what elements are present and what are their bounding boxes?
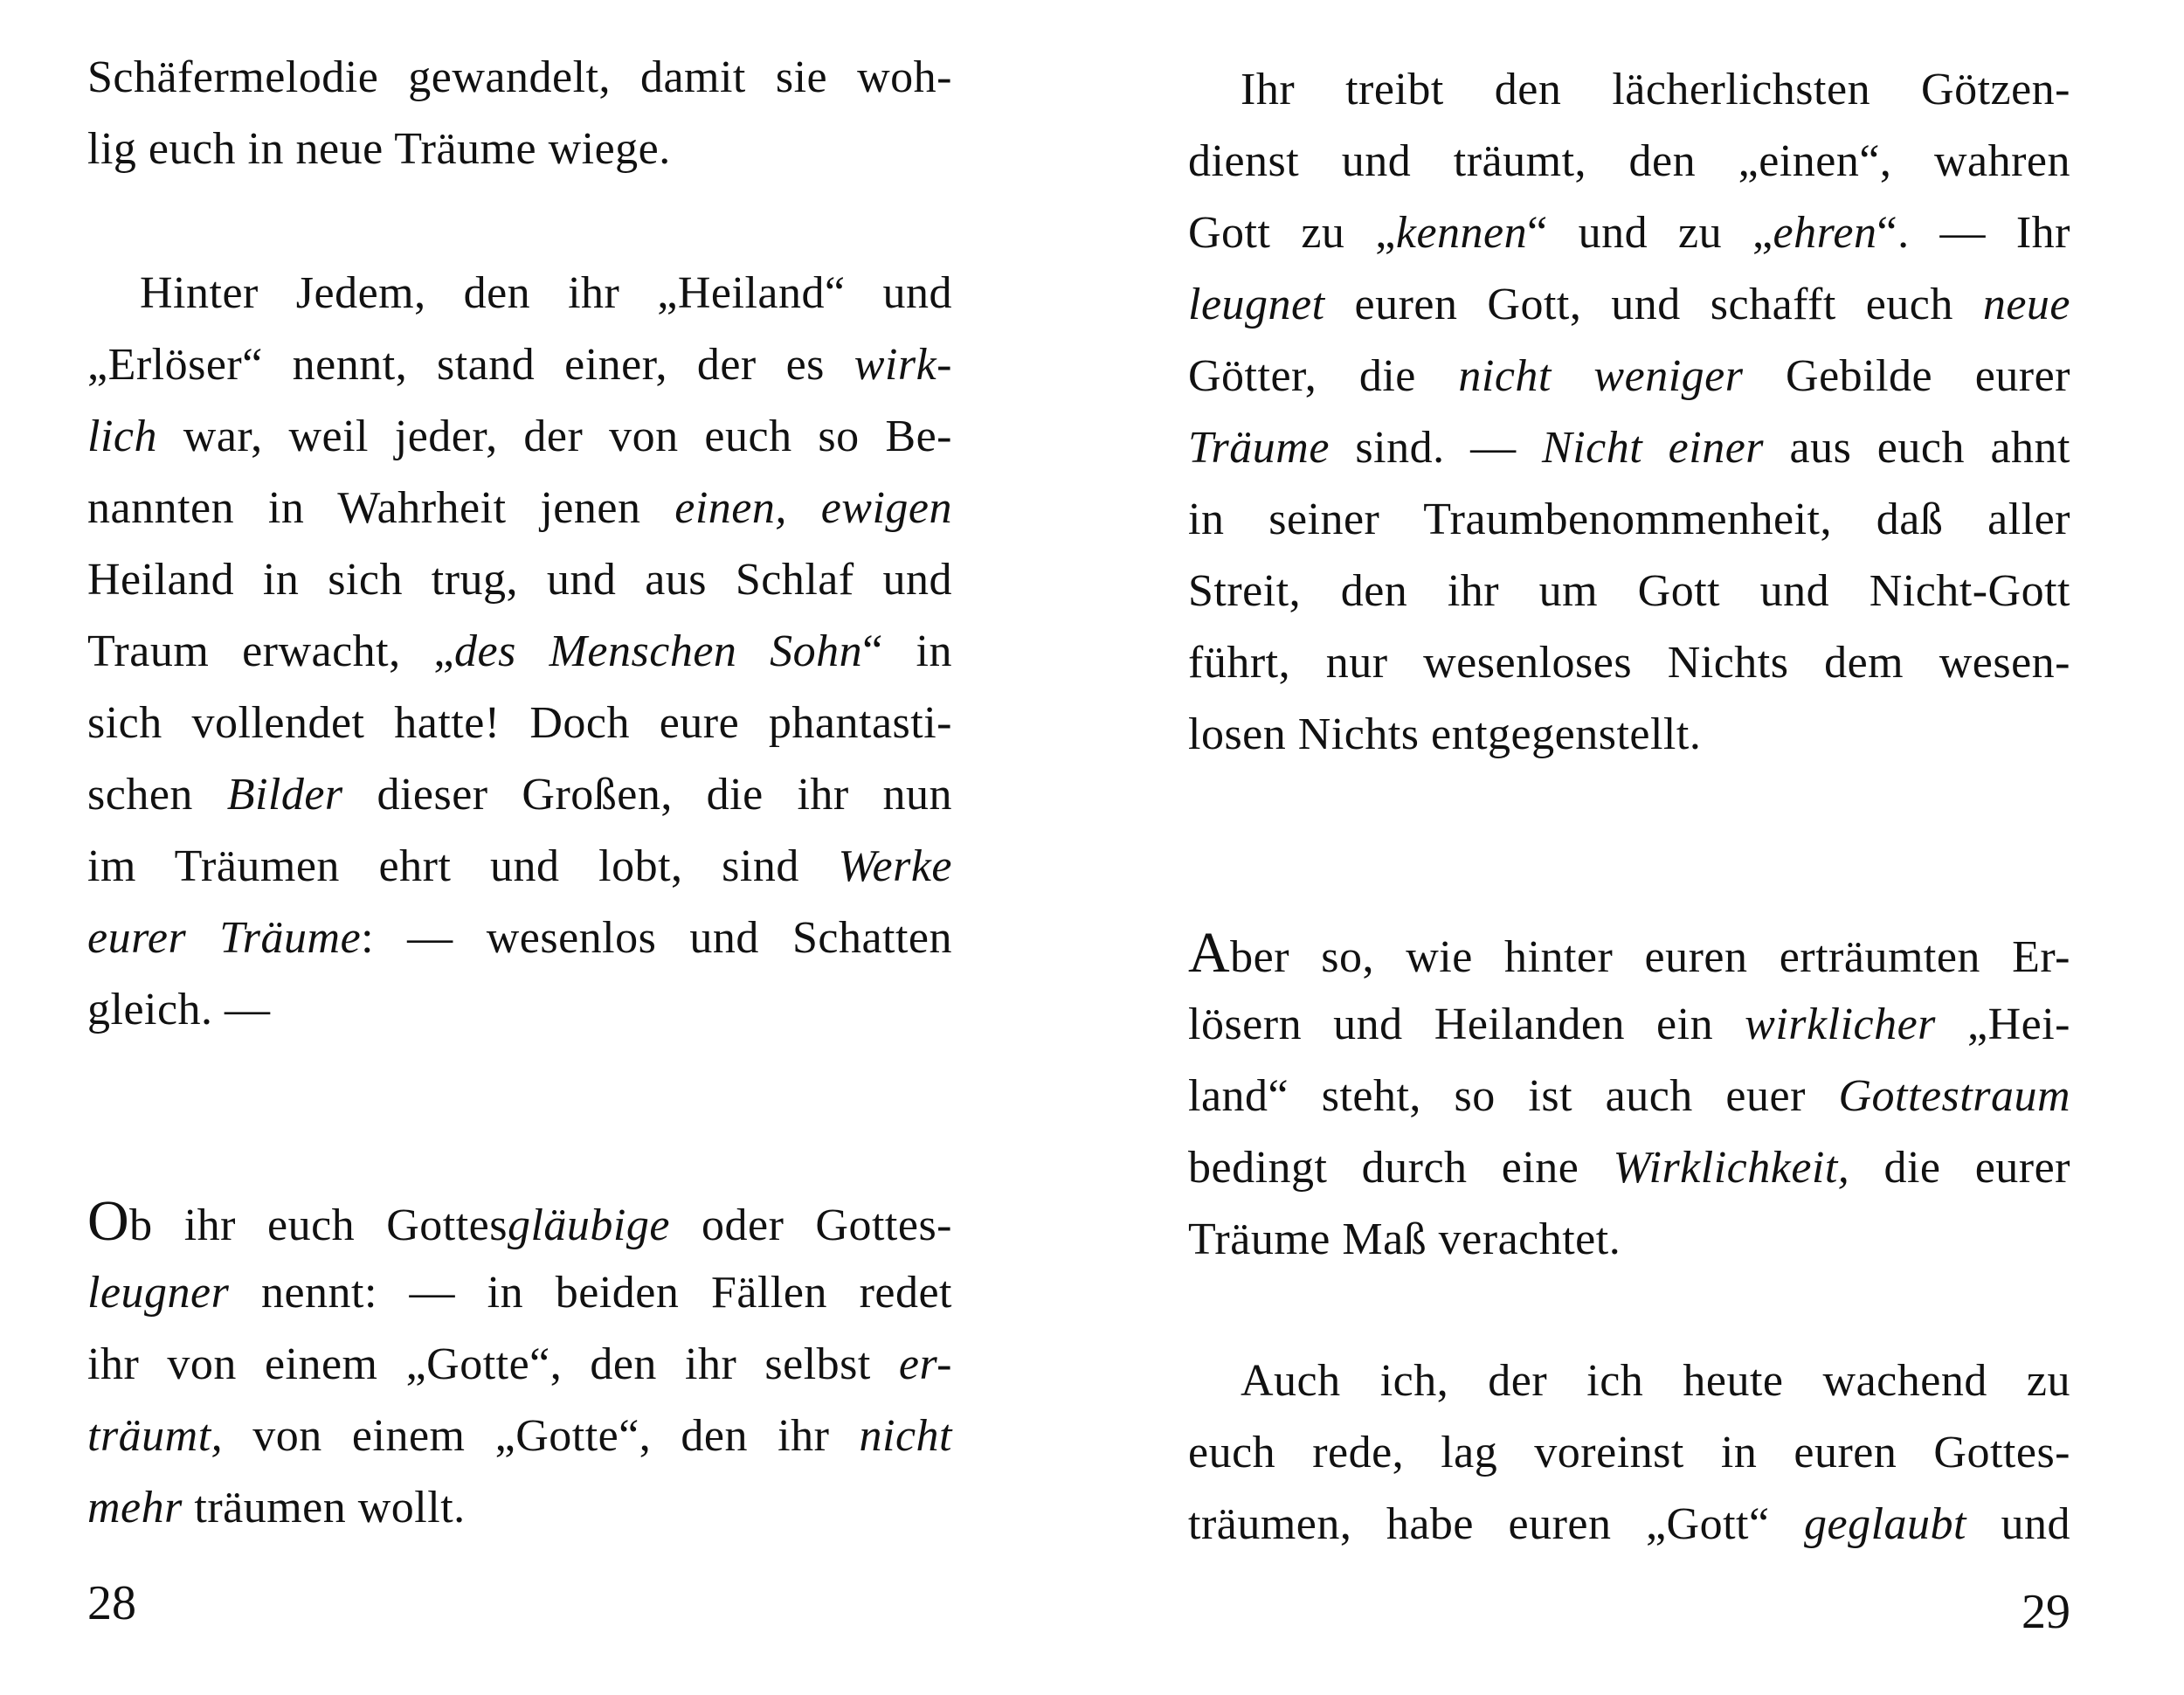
text-line [87,831,952,903]
text-line [1188,1346,2070,1417]
text-line [1188,699,2070,771]
text-line [1188,556,2070,627]
line-text: ber so, wie hinter euren erträumten Er- [1230,932,2070,982]
text-line [87,401,952,473]
text-line [1188,126,2070,197]
line-text: lösern und Heilanden ein [1188,1000,1745,1049]
line-text: Gott zu „ [1188,208,1396,258]
line-text: Ihr treibt den lächerlichsten Götzen- [1241,65,2070,114]
line-text: “ und zu „ [1527,208,1773,258]
italic-text: Bilder [226,770,343,820]
line-text: Heiland in sich trug, und aus Schlaf und [87,555,952,605]
line-text: gleich. — [87,985,271,1034]
line-text: sich vollendet hatte! Doch eure phantasti- [87,698,952,748]
line-text: „Hei- [1935,1000,2070,1049]
italic-text: wirk- [854,340,952,390]
line-text: “. — Ihr [1876,208,2071,258]
italic-text: Wirklichkeit, [1613,1143,1850,1193]
left-page [87,0,952,1695]
line-text: in seiner Traumbenommenheit, daß aller [1188,495,2070,544]
line-text: und [1966,1499,2070,1549]
text-line [87,688,952,759]
italic-text: leugner [87,1268,230,1318]
text-line [87,974,952,1046]
line-text: schen [87,770,227,820]
italic-text: mehr [87,1483,183,1532]
italic-text: ehren [1773,208,1877,258]
text-line [87,1472,952,1544]
text-line [87,329,952,401]
italic-text: wirklicher [1745,1000,1936,1049]
line-text: Traum erwacht, „ [87,626,454,676]
line-text: Streit, den ihr um Gott und Nicht-Gott [1188,566,2070,616]
line-text: träumen wollt. [182,1483,466,1532]
line-text: dienst und träumt, den „einen“, wahren [1188,136,2070,186]
italic-text: kennen [1395,208,1528,258]
line-text: nannten in Wahrheit jenen [87,483,675,533]
line-text: : — wesenlos und Schatten [361,913,952,963]
initial-letter: O [87,1189,130,1253]
line-text: dieser Großen, die ihr nun [342,770,952,820]
line-text: lig euch in neue Träume wiege. [87,124,671,174]
italic-text: einen, ewigen [674,483,952,533]
text-line [87,616,952,688]
text-line [1188,484,2070,556]
text-line [87,42,952,114]
text-line [1188,917,2070,989]
text-line [1188,412,2070,484]
line-text: im Träumen ehrt und lobt, sind [87,841,839,891]
line-text: aus euch ahnt [1764,423,2070,473]
italic-text: des Menschen Sohn [454,626,863,676]
line-text: land“ steht, so ist auch euer [1188,1071,1839,1121]
italic-text: leugnet [1188,280,1325,329]
line-text: bedingt durch eine [1188,1143,1614,1193]
line-text: Träume Maß verachtet. [1188,1214,1621,1264]
line-text: euch rede, lag voreinst in euren Gottes- [1188,1428,2070,1477]
line-text: war, weil jeder, der von euch so Be- [156,412,952,461]
text-line [87,258,952,329]
line-text: oder Gottes- [669,1200,952,1250]
italic-text: geglaubt [1804,1499,1967,1549]
text-line [1188,989,2070,1061]
line-text: Hinter Jedem, den ihr „Heiland“ und [140,268,952,318]
line-text: Auch ich, der ich heute wachend zu [1241,1356,2070,1406]
text-line [87,759,952,831]
text-line [1188,627,2070,699]
italic-text: nicht weniger [1458,351,1744,401]
text-line [1188,1204,2070,1276]
text-line [87,114,952,185]
text-line [1188,1061,2070,1132]
line-text: losen Nichts entgegenstellt. [1188,709,1702,759]
italic-text: nicht [859,1411,952,1461]
italic-text: er- [898,1339,952,1389]
text-line [87,473,952,544]
line-text: die eurer [1849,1143,2070,1193]
page-number-right: 29 [2022,1585,2070,1639]
text-line [1188,341,2070,412]
line-text: sind. — [1329,423,1543,473]
line-text: Götter, die [1188,351,1459,401]
text-line [1188,1489,2070,1560]
right-page [1188,0,2070,1695]
line-text: b ihr euch Gottes [129,1200,508,1250]
italic-text: lich [87,412,157,461]
text-line [1188,54,2070,126]
line-text: euren Gott, und schafft euch [1324,280,1983,329]
italic-text: Werke [838,841,952,891]
initial-letter: A [1188,921,1231,985]
italic-text: gläubige [507,1200,670,1250]
text-line [87,1257,952,1329]
line-text: Schäfermelodie gewandelt, damit sie woh- [87,52,952,102]
text-line [87,903,952,974]
text-line [1188,197,2070,269]
italic-text: Gottestraum [1838,1071,2070,1121]
italic-text: eurer Träume [87,913,362,963]
text-line [87,1186,952,1257]
line-text: “ in [862,626,953,676]
line-text: nennt: — in beiden Fällen redet [229,1268,952,1318]
italic-text: Träume [1188,423,1330,473]
text-line [1188,1132,2070,1204]
italic-text: neue [1982,280,2070,329]
line-text: Gebilde eurer [1743,351,2070,401]
line-text: von einem „Gotte“, den ihr [223,1411,860,1461]
text-line [87,544,952,616]
text-line [1188,1417,2070,1489]
line-text: träumen, habe euren „Gott“ [1188,1499,1805,1549]
text-line [87,1401,952,1472]
italic-text: träumt, [87,1411,224,1461]
line-text: ihr von einem „Gotte“, den ihr selbst [87,1339,899,1389]
text-line [1188,269,2070,341]
text-line [87,1329,952,1401]
line-text: „Erlöser“ nennt, stand einer, der es [87,340,854,390]
page-number-left: 28 [87,1576,136,1630]
line-text: führt, nur wesenloses Nichts dem wesen- [1188,638,2070,688]
italic-text: Nicht einer [1542,423,1765,473]
